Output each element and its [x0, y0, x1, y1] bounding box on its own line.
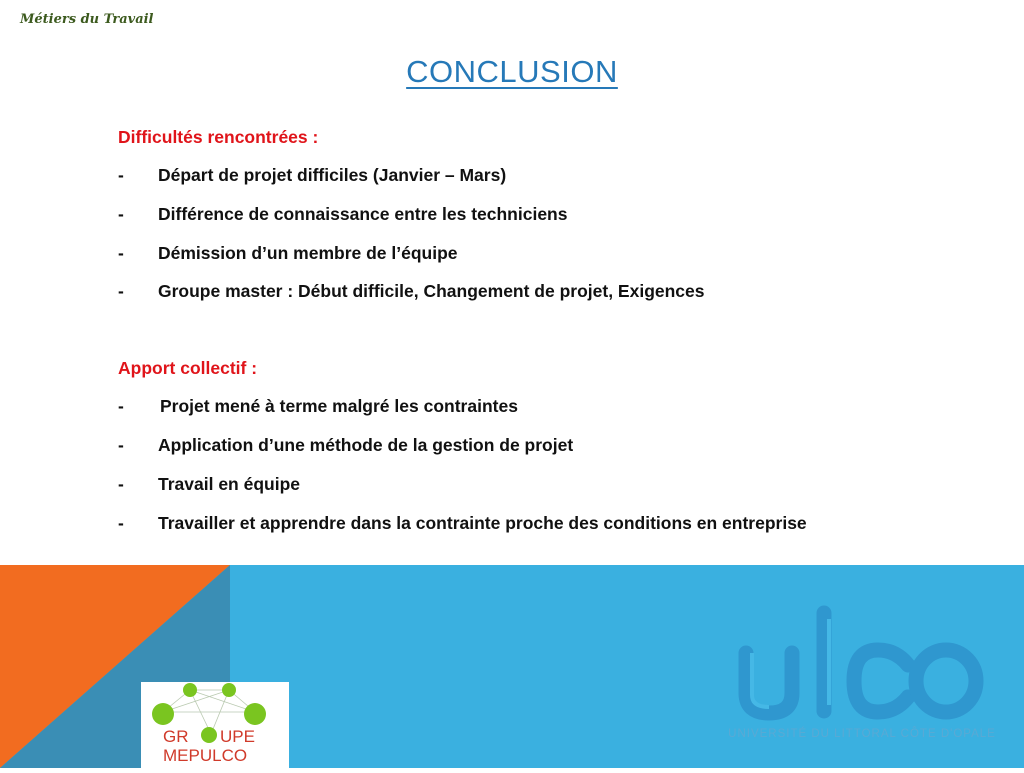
section-heading-difficultes: Difficultés rencontrées :: [118, 127, 319, 147]
ulco-tagline: UNIVERSITÉ DU LITTORAL CÔTE D'OPALE: [728, 728, 996, 740]
ulco-letter-c: [854, 650, 908, 712]
list-item-text: Projet mené à terme malgré les contraintes: [160, 396, 518, 417]
logo-ulco: [712, 605, 1012, 745]
list-item: [118, 278, 998, 317]
section-heading-apport: Apport collectif :: [118, 358, 258, 379]
list-item-text: Application d’une méthode de la gestion de projet: [158, 434, 574, 455]
list-item: [118, 240, 998, 279]
list-item: [118, 432, 998, 471]
list-item: [118, 510, 998, 549]
bullet-dash: -: [118, 473, 124, 494]
slide-title: CONCLUSION: [406, 54, 618, 89]
list-item: [118, 162, 998, 201]
list-item: [118, 471, 998, 510]
header-brand: Métiers du Travail: [20, 12, 154, 27]
logo-mepulco: [141, 682, 289, 768]
ulco-letter-o: [916, 650, 976, 712]
mepulco-text-name: MEPULCO: [163, 746, 248, 765]
mepulco-text-upe: UPE: [220, 727, 255, 746]
bullet-dash: -: [118, 165, 124, 185]
bullet-dash: -: [118, 281, 124, 302]
bullet-dash: -: [118, 512, 124, 533]
bullet-dash: -: [118, 434, 124, 455]
list-item-text: Différence de connaissance entre les techniciens: [158, 203, 568, 224]
list-item-text: Travailler et apprendre dans la contrainte proche des conditions en entreprise: [158, 512, 807, 533]
list-item-text: Groupe master : Début difficile, Changement de projet, Exigences: [158, 281, 705, 302]
bullet-dash: -: [118, 396, 124, 417]
list-item-text: Départ de projet difficiles (Janvier – Mars): [158, 165, 507, 185]
slide-content: [118, 124, 998, 548]
ulco-highlight-u: [752, 653, 769, 707]
mepulco-text-gr: GR: [163, 727, 189, 746]
list-item: [118, 393, 998, 432]
list-item-text: Démission d’un membre de l’équipe: [158, 242, 458, 263]
list-item: [118, 201, 998, 240]
bullet-dash: -: [118, 203, 124, 224]
section-gap: [118, 317, 998, 355]
list-item-text: Travail en équipe: [158, 473, 300, 494]
mepulco-graphic: [141, 682, 289, 768]
bullet-dash: -: [118, 242, 124, 263]
